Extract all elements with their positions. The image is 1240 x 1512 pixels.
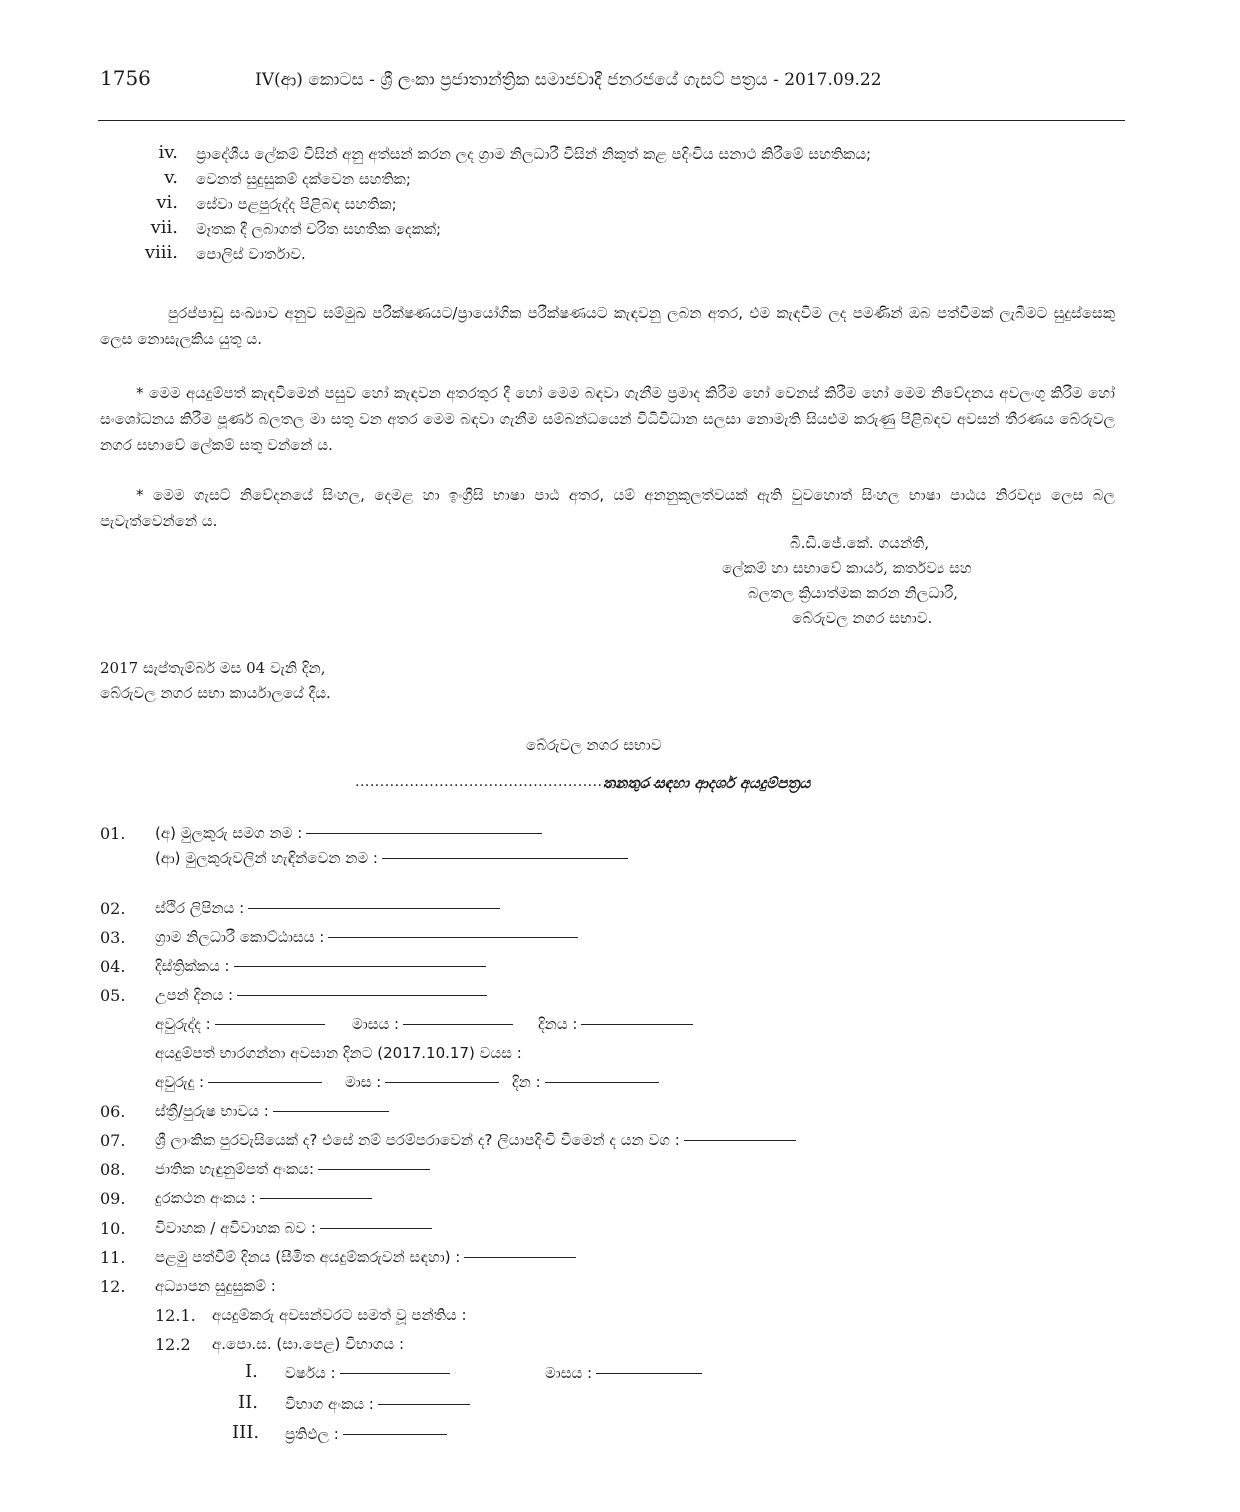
signature-office: බේරුවල නගර සභාව. <box>792 609 933 627</box>
field-nic-number <box>155 1160 430 1178</box>
field-12-2-number: 12.2 <box>155 1335 191 1354</box>
blank-line[interactable] <box>234 966 486 967</box>
blank-line[interactable] <box>306 833 542 834</box>
field-exam-results <box>285 1425 447 1443</box>
field-dob-day <box>538 1015 693 1033</box>
field-marital-status <box>155 1219 432 1237</box>
field-12-1-number: 12.1. <box>155 1306 196 1325</box>
form-subtitle: තනතුර සඳහා ආදර්ශ අයදුම්පත්‍රය <box>603 774 811 792</box>
field-age-years <box>155 1073 322 1091</box>
field-02-number: 02. <box>100 899 126 918</box>
field-exam-index-number <box>285 1395 470 1413</box>
blank-line[interactable] <box>260 1198 372 1199</box>
field-exam-month <box>545 1364 702 1382</box>
sub-item-I-number: I. <box>245 1361 258 1382</box>
list-item-v: වෙනත් සුදුසුකම් දක්වෙන සහතික; <box>196 170 411 188</box>
field-label: දින : <box>512 1073 541 1091</box>
field-11-number: 11. <box>100 1248 126 1267</box>
field-citizenship <box>155 1131 796 1149</box>
signature-title-2: බලතල ක්‍රියාත්මක කරන නිලධාරී, <box>748 584 959 602</box>
field-gn-division <box>155 928 578 946</box>
header-divider <box>98 120 1125 121</box>
blank-line[interactable] <box>320 1228 432 1229</box>
field-label: විභාග අංකය : <box>285 1395 374 1413</box>
blank-line[interactable] <box>215 1024 325 1025</box>
field-03-number: 03. <box>100 928 126 947</box>
field-district <box>155 957 486 975</box>
signature-title-1: ලේකම් හා සභාවේ කාර්ය, කර්තව්‍ය සහ <box>722 559 972 577</box>
blank-line[interactable] <box>545 1082 659 1083</box>
field-date-of-birth <box>155 986 487 1004</box>
field-06-number: 06. <box>100 1102 126 1121</box>
blank-line[interactable] <box>385 1082 499 1083</box>
field-dob-month <box>352 1015 513 1033</box>
gazette-header-title: IV(ආ) කොටස - ශ්‍රී ලංකා ප්‍රජාතාන්ත්‍රික සමාජවාදී ජනරජයේ ගැසට් පත්‍රය - 2017.09.22 <box>255 70 882 90</box>
page-number: 1756 <box>100 66 151 90</box>
field-label: දිස්ත්‍රික්කය : <box>155 957 230 975</box>
paragraph-language: * මෙම ගැසට් නිවේදනයේ සිංහල, දෙමළ හා ඉංග්‍රීසි භාෂා පාඨ අතර, යම් අනනුකූලත්වයක් ඇති වුවහොත් සිංහල භාෂා පාඨය නිරවද්‍ය ලෙස බල පැවැත්වෙන්නේ ය. <box>100 486 1115 530</box>
blank-line[interactable] <box>403 1024 513 1025</box>
field-name-by-initials <box>155 849 628 867</box>
blank-line[interactable] <box>208 1082 322 1083</box>
field-exam-year <box>285 1364 450 1382</box>
field-label: අවුරුද්ද : <box>155 1015 211 1033</box>
field-09-number: 09. <box>100 1189 126 1208</box>
form-post-dots: ............................................................... <box>355 774 667 790</box>
list-item-vi: සේවා පළපුරුද්ද පිළිබඳ සහතික; <box>196 195 397 213</box>
field-label: මාසය : <box>352 1015 400 1033</box>
blank-line[interactable] <box>382 858 628 859</box>
field-01-number: 01. <box>100 824 126 843</box>
field-label: මාසය : <box>545 1364 593 1382</box>
field-label: (ආ) මුලකුරුවලින් හැඳින්වෙන නම : <box>155 849 378 867</box>
field-label: ග්‍රාම නිලධාරී කොට්ඨාසය : <box>155 928 325 946</box>
signature-name: බී.ඩී.ජේ.කේ. ගයන්ති, <box>790 534 930 552</box>
list-num-vi: vi. <box>156 192 178 213</box>
field-10-number: 10. <box>100 1219 126 1238</box>
paragraph-interview: පුරප්පාඩු සංඛ්‍යාව අනුව සම්මුඛ පරීක්ෂණයට/ප්‍රායෝගික පරීක්ෂණයට කැඳවනු ලබන අතර, එම කැඳවීම ලද පමණින් ඔබ පත්වීමක් ලැබීමට සුදුස්සෙකු ලෙස නොසැලකිය යුතු ය. <box>100 304 1115 348</box>
field-label: දිනය : <box>538 1015 578 1033</box>
blank-line[interactable] <box>378 1404 470 1405</box>
field-label: අවුරුදු : <box>155 1073 205 1091</box>
field-last-class-passed: අයදුම්කරු අවසන්වරට සමත් වූ පන්තිය : <box>212 1306 467 1324</box>
date-line: 2017 සැප්තැම්බර් මස 04 වැනි දින, <box>100 659 326 677</box>
list-num-v: v. <box>164 167 178 188</box>
field-gender <box>155 1102 389 1120</box>
paragraph-authority: * මෙම අයදුම්පත් කැඳවීමෙන් පසුව හෝ කැඳවන අතරතුර දී හෝ මෙම බඳවා ගැනීම ප්‍රමාද කිරීම හෝ වෙනස් කිරීම හෝ මෙම නිවේදනය අවලංගු කිරීම හෝ සංශෝධනය කිරීම පූර්ණ බලතල මා සතු වන අතර මෙම බඳවා ගැනීම සම්බන්ධයෙන් විධිවිධාන සලසා නොමැති සියළුම කරුණු පිළිබඳව අවසන් තීරණය බේරුවල නගර සභාවේ ලේකම් සතු වන්නේ ය. <box>100 384 1115 454</box>
field-age-days <box>512 1073 659 1091</box>
blank-line[interactable] <box>464 1257 576 1258</box>
field-04-number: 04. <box>100 957 126 976</box>
field-label: පළමු පත්වීම් දිනය (සීමිත අයදුම්කරුවන් සඳහා) : <box>155 1248 461 1266</box>
blank-line[interactable] <box>248 908 500 909</box>
list-item-viii: පොලිස් වාර්තාව. <box>196 245 306 263</box>
field-label: (අ) මුලකුරු සමග නම : <box>155 824 303 842</box>
sub-item-III-number: III. <box>232 1422 260 1443</box>
field-label: ස්ථිර ලිපිනය : <box>155 899 245 917</box>
blank-line[interactable] <box>318 1169 430 1170</box>
blank-line[interactable] <box>273 1111 389 1112</box>
sub-item-II-number: II. <box>238 1392 258 1413</box>
field-label: දුරකථන අංකය : <box>155 1189 256 1207</box>
field-label: උපන් දිනය : <box>155 986 233 1004</box>
field-label: ස්ත්‍රී/පුරුෂ භාවය : <box>155 1102 269 1120</box>
field-05-number: 05. <box>100 986 126 1005</box>
field-label: වර්ෂය : <box>285 1364 336 1382</box>
list-num-viii: viii. <box>144 242 178 263</box>
field-education-qualifications: අධ්‍යාපන සුදුසුකම් : <box>155 1277 276 1295</box>
field-age-at-closing: අයදුම්පත් භාරගන්නා අවසාන දිනට (2017.10.17) වයස : <box>155 1044 522 1062</box>
field-name-with-initials <box>155 824 542 842</box>
field-first-appointment-date <box>155 1248 576 1266</box>
field-label: ජාතික හැඳුනුම්පත් අංකය: <box>155 1160 314 1178</box>
blank-line[interactable] <box>343 1434 447 1435</box>
list-item-iv: ප්‍රාදේශීය ලේකම් විසින් අනු අත්සන් කරන ලද ග්‍රාම නිලධාරී විසින් නිකුත් කළ පදිංචිය සනාථ කිරීමේ සහතිකය; <box>196 145 872 163</box>
place-line: බේරුවල නගර සභා කාර්යාලයේ දීය. <box>100 684 331 702</box>
blank-line[interactable] <box>596 1373 702 1374</box>
form-council-title: බේරුවල නගර සභාව <box>526 736 662 754</box>
blank-line[interactable] <box>237 995 487 996</box>
field-label: ප්‍රතිඵල : <box>285 1425 339 1443</box>
list-item-vii: මෑතක දී ලබාගත් චරිත සහතික දෙකක්; <box>196 220 442 238</box>
field-telephone <box>155 1189 372 1207</box>
field-07-number: 07. <box>100 1131 126 1150</box>
field-label: ශ්‍රී ලාංකික පුරවැසියෙක් ද? එසේ නම් පරම්පරාවෙන් ද? ලියාපදිංචි වීමෙන් ද යන වග : <box>155 1131 680 1149</box>
field-permanent-address <box>155 899 500 917</box>
field-12-number: 12. <box>100 1277 126 1296</box>
blank-line[interactable] <box>328 937 578 938</box>
blank-line[interactable] <box>581 1024 693 1025</box>
field-gce-ol-exam: අ.පො.ස. (සා.පෙළ) විභාගය : <box>212 1335 405 1353</box>
field-dob-year <box>155 1015 325 1033</box>
list-num-vii: vii. <box>150 217 178 238</box>
list-num-iv: iv. <box>158 142 178 163</box>
field-08-number: 08. <box>100 1160 126 1179</box>
field-label: මාස : <box>345 1073 382 1091</box>
field-label: විවාහක / අවිවාහක බව : <box>155 1219 316 1237</box>
blank-line[interactable] <box>684 1140 796 1141</box>
blank-line[interactable] <box>340 1373 450 1374</box>
field-age-months <box>345 1073 499 1091</box>
